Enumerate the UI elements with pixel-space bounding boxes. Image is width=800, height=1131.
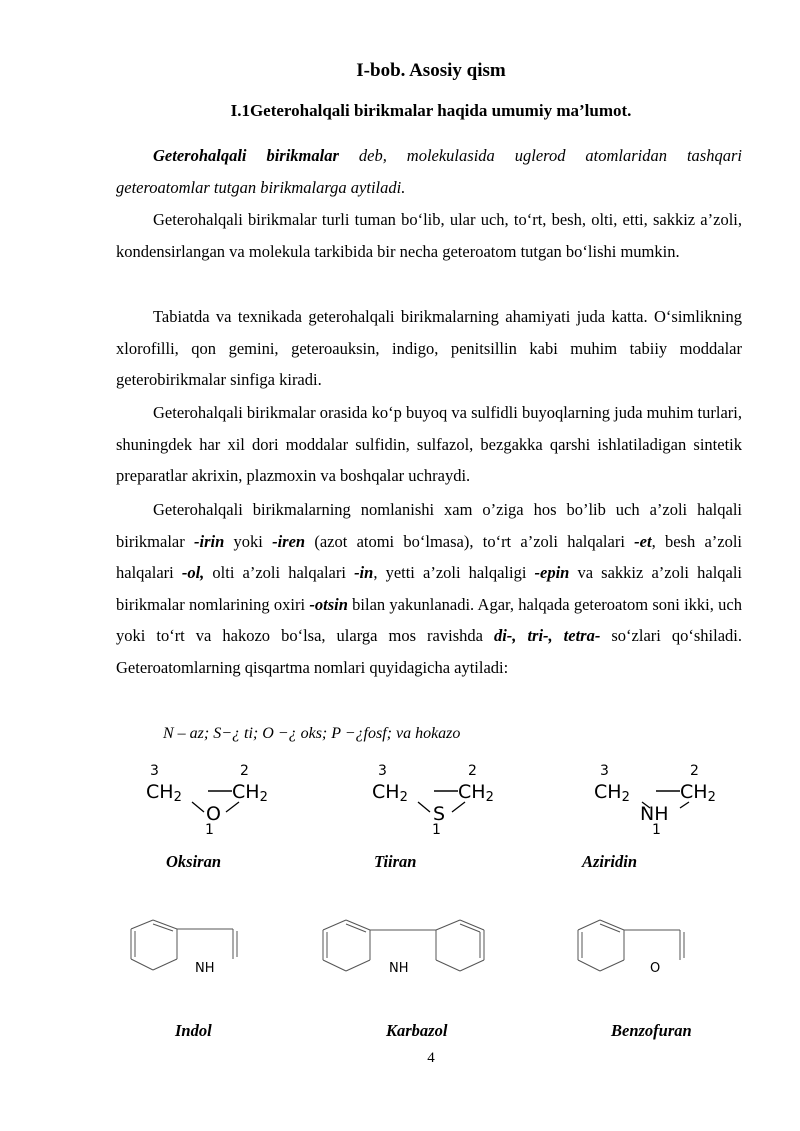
atom-number-2: 2 [240, 763, 249, 779]
oksiran-structure [140, 762, 300, 837]
text-segment: bilan yakunlanadi. Agar, halqada geteroatom soni ikki, uch yoki to‘rt va hakozo bo‘lsa, ularga mos ravishda [116, 594, 742, 646]
suffix-irin: -irin [193, 531, 225, 551]
prefix-di-tri-tetra: di-, tri-, tetra- [493, 626, 601, 646]
ch2-left: CH2 [146, 781, 182, 805]
c-o-bond [192, 802, 204, 812]
suffix-ol: -ol, [181, 563, 205, 583]
sulfur-atom: S [433, 803, 446, 825]
nh-group: NH [640, 803, 669, 825]
ch2-right: CH2 [680, 781, 716, 805]
label-karbazol: Karbazol [386, 1021, 448, 1040]
atom-number-3: 3 [378, 763, 387, 779]
ch2-left: CH2 [372, 781, 408, 805]
heteroatom-abbreviations: N – az; S−¿ ti; O −¿ oks; P −¿fosf; va hokazo [163, 725, 461, 742]
c-s-bond [452, 802, 465, 812]
section-heading: I.1Geterohalqali birikmalar haqida umumiy ma’lumot. [230, 101, 632, 120]
label-tiiran: Tiiran [374, 852, 417, 871]
suffix-otsin: -otsin [309, 594, 348, 614]
text-segment: Geterohalqali birikmalarning nomlanishi xam o’ziga hos bo’lib uch a’zoli halqali birikmalar [116, 500, 742, 551]
label-indol: Indol [175, 1021, 212, 1040]
c-s-bond [418, 802, 430, 812]
page-number: 4 [427, 1050, 435, 1066]
nh-group: NH [389, 961, 409, 976]
c-o-bond [226, 802, 239, 812]
text-segment: olti a’zoli halqalari [204, 563, 355, 583]
paragraph-importance: Tabiatda va texnikada geterohalqali birikmalarning ahamiyati juda katta. O‘simlikning xlorofilli, qon gemini, geteroauksin, indigo, penitsillin kabi muhim tabiiy moddalar geterobirikmalar sinfiga kiradi. [116, 307, 742, 390]
suffix-in: -in [354, 563, 374, 583]
paragraph-types: Geterohalqali birikmalar turli tuman bo‘lib, ular uch, to‘rt, besh, olti, etti, sakkiz a’zoli, kondensirlangan va molekula tarkibida bir necha geteroatom tutgan bo‘lishi mumkin. [116, 210, 742, 261]
atom-number-2: 2 [690, 763, 699, 779]
ch2-right: CH2 [458, 781, 494, 805]
definition-paragraph [116, 140, 742, 203]
karbazol-structure [318, 915, 490, 985]
text-segment: so‘zlari qo‘shiladi. Geteroatomlarning qisqartma nomlari quyidagicha aytiladi: [116, 626, 743, 677]
text-segment: , yetti a’zoli halqaligi [373, 563, 535, 583]
paragraph-dyes: Geterohalqali birikmalar orasida ko‘p buyoq va sulfidli buyoqlarning juda muhim turlari, shuningdek har xil dori moddalar sulfidin, sulfazol, bezgakka qarshi ishlatiladigan sintetik preparatlar akrixin, plazmoxin va boshqalar uchraydi. [116, 403, 742, 486]
text-segment: yoki [224, 531, 273, 551]
suffix-iren: -iren [272, 531, 306, 551]
chapter-heading: I-bob. Asosiy qism [356, 60, 506, 81]
atom-number-1: 1 [652, 822, 661, 837]
atom-number-3: 3 [150, 763, 159, 779]
suffix-epin: -epin [534, 563, 570, 583]
atom-number-3: 3 [600, 763, 609, 779]
ch2-right: CH2 [232, 781, 268, 805]
paragraph-nomenclature [116, 494, 742, 684]
oxygen-atom: O [650, 961, 661, 976]
text-segment: va sakkiz a’zoli halqali birikmalar nomlarining oxiri [116, 563, 743, 614]
suffix-et: -et [634, 531, 652, 551]
definition-text: deb, molekulasida uglerod atomlaridan tashqari geteroatomlar tutgan birikmalarga aytiladi. [116, 146, 742, 197]
tiiran-structure [366, 762, 526, 837]
aziridin-structure [590, 762, 750, 837]
ch2-left: CH2 [594, 781, 630, 805]
atom-number-1: 1 [432, 822, 441, 837]
text-segment: (azot atomi bo‘lmasa), to‘rt a’zoli halqalari [305, 531, 635, 551]
label-benzofuran: Benzofuran [611, 1021, 692, 1040]
oxygen-atom: O [206, 803, 221, 825]
definition-term: Geterohalqali birikmalar [153, 146, 339, 165]
label-aziridin: Aziridin [582, 852, 638, 871]
text-segment: , besh a’zoli halqalari [116, 531, 743, 583]
benzofuran-structure [572, 915, 692, 985]
atom-number-1: 1 [205, 822, 214, 837]
label-oksiran: Oksiran [166, 852, 222, 871]
nh-group: NH [195, 961, 215, 976]
indol-structure [125, 915, 245, 985]
atom-number-2: 2 [468, 763, 477, 779]
